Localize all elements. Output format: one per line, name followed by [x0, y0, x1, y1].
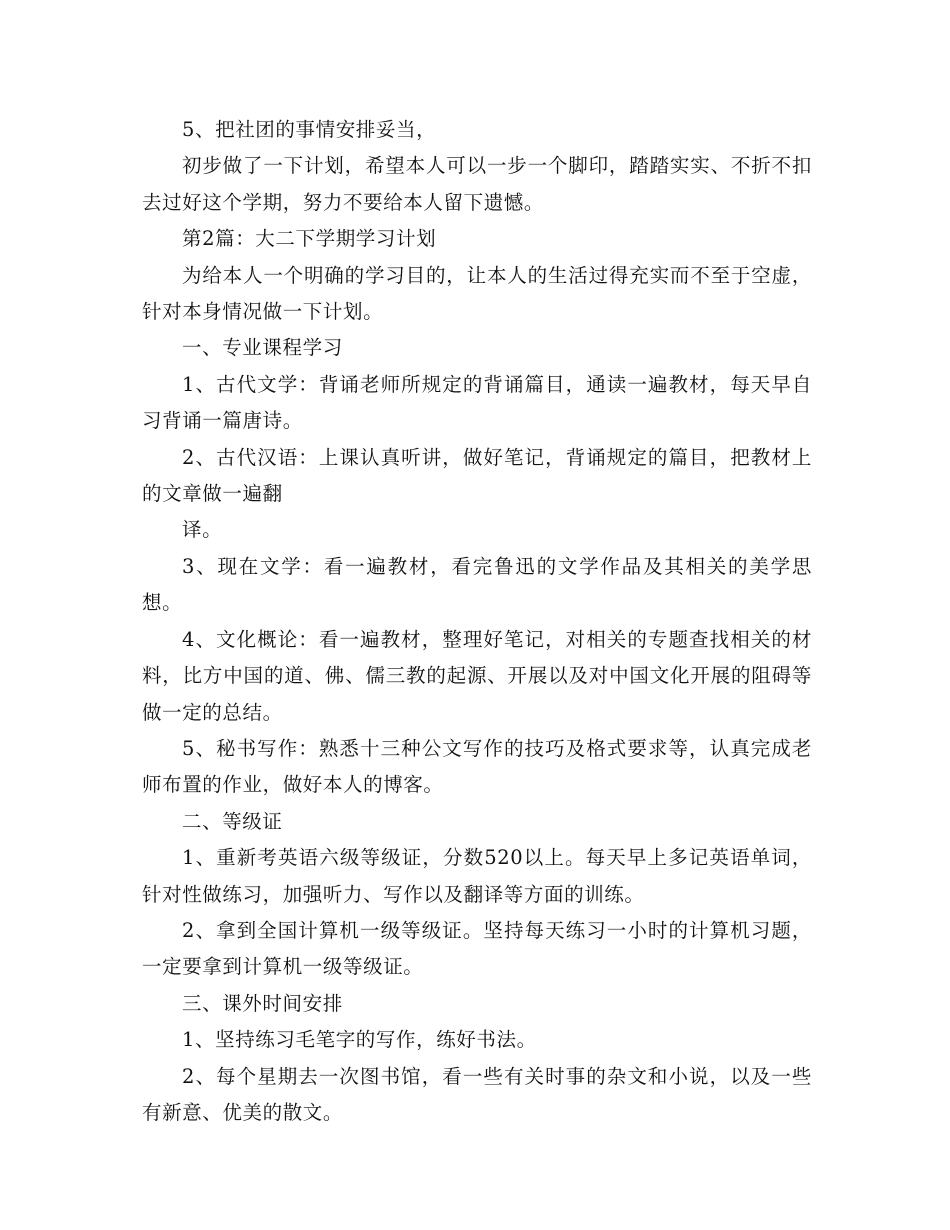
section-heading: 二、等级证 [182, 809, 283, 833]
paragraph: 为给本人一个明确的学习目的，让本人的生活过得充实而不至于空虚，针对本身情况做一下计划。 [142, 263, 812, 324]
list-item: 1、古代文学：背诵老师所规定的背诵篇目，通读一遍教材，每天早自习背诵一篇唐诗。 [142, 372, 812, 433]
list-item: 4、文化概论：看一遍教材，整理好笔记，对相关的专题查找相关的材料，比方中国的道、佛、儒三教的起源、开展以及对中国文化开展的阻碍等做一定的总结。 [142, 627, 812, 724]
list-item: 3、现在文学：看一遍教材，看完鲁迅的文学作品及其相关的美学思想。 [142, 554, 812, 615]
paragraph: 5、把社团的事情安排妥当， [182, 118, 437, 141]
list-item: 5、秘书写作：熟悉十三种公文写作的技巧及格式要求等，认真完成老师布置的作业，做好本人的博客。 [142, 736, 812, 797]
section-heading: 一、专业课程学习 [182, 336, 343, 360]
section-heading: 第2篇：大二下学期学习计划 [182, 227, 437, 251]
list-item: 1、坚持练习毛笔字的写作，练好书法。 [182, 1028, 537, 1052]
document-body [142, 112, 812, 1131]
list-item: 2、古代汉语：上课认真听讲，做好笔记，背诵规定的篇目，把教材上的文章做一遍翻 [142, 445, 812, 506]
list-item: 2、每个星期去一次图书馆，看一些有关时事的杂文和小说，以及一些有新意、优美的散文。 [142, 1064, 812, 1124]
section-heading: 三、课外时间安排 [182, 991, 343, 1015]
list-item: 1、重新考英语六级等级证，分数520以上。每天早上多记英语单词，针对性做练习，加强听力、写作以及翻译等方面的训练。 [142, 846, 812, 906]
list-item-continuation: 译。 [182, 518, 223, 542]
paragraph: 初步做了一下计划，希望本人可以一步一个脚印，踏踏实实、不折不扣去过好这个学期，努力不要给本人留下遗憾。 [142, 154, 812, 214]
list-item: 2、拿到全国计算机一级等级证。坚持每天练习一小时的计算机习题，一定要拿到计算机一级等级证。 [142, 918, 812, 979]
